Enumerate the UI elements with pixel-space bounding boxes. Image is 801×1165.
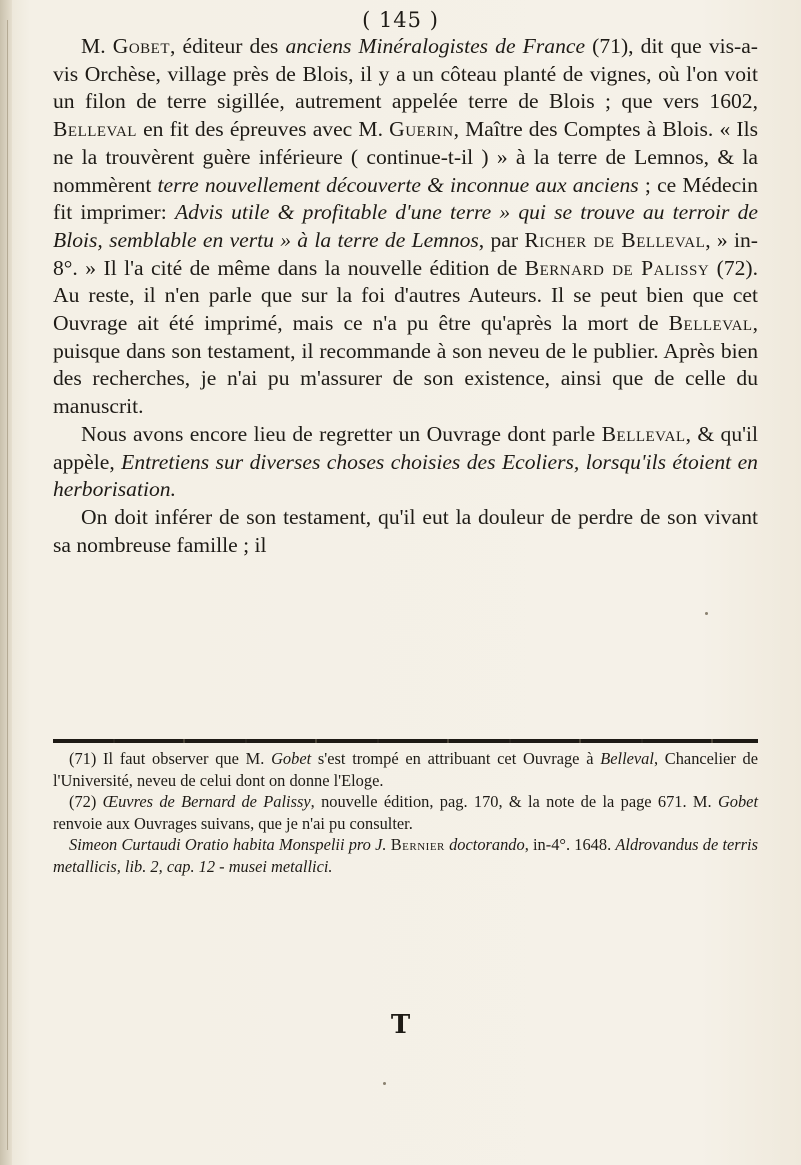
book-title: anciens Minéralogistes de France (285, 34, 586, 58)
text-run: , éditeur des (169, 34, 286, 58)
footnote-72 (53, 791, 758, 834)
text-run: s'est trompé en attribuant cet Ouvrage à (311, 749, 601, 768)
paragraph-3: On doit inférer de son testament, qu'il eut la douleur de perdre de son vivant sa nombreuse famille ; il (53, 504, 758, 557)
text-run: , & qu'il appèle, (53, 421, 759, 474)
text-run: (71), dit que vis-a-vis Orchèse, village près de Blois, il y a un côteau planté de vignes, où l'on voit un filon de terre sigillée, autrement appelée terre de Blois ; que vers 1602, (53, 34, 759, 114)
author-name: Belleval (53, 117, 137, 142)
footnotes (53, 748, 758, 877)
signature-mark: T (390, 1010, 411, 1040)
book-title: Simeon Curtaudi Oratio habita Monspelii pro J. (69, 835, 387, 854)
paragraph-1 (53, 33, 758, 421)
text-run: (72). Au reste, il n'en parle que sur la foi d'autres Auteurs. Il se peut bien que cet Ouvrage ait été imprimé, mais ce n'a pu être qu'après la mort de (53, 255, 758, 336)
page-number: ( 145 ) (362, 8, 439, 32)
author-name: Bernard de Palissy (524, 255, 710, 280)
author-name: Gobet (717, 792, 758, 811)
author-name: Belleval (668, 311, 753, 336)
book-title: Entretiens sur diverses choses choisies des Ecoliers, lorsqu'ils étoient en herborisation. (53, 449, 758, 502)
author-name: Gobet (271, 749, 312, 768)
text-run: , par (478, 227, 525, 252)
author-name: Belleval (600, 749, 654, 768)
author-name: Guerin (389, 117, 454, 142)
text-run: , puisque dans son testament, il recommande à son neveu de le publier. Après bien des recherches, je n'ai pu m'assurer de son existence, ainsi que de celle du manuscrit. (53, 311, 758, 419)
text-run: , » in-8°. » Il l'a cité de même dans la nouvelle édition de (53, 227, 758, 280)
italic-phrase: terre nouvellement découverte & inconnue aux anciens (157, 172, 639, 197)
text-run: renvoie aux Ouvrages suivans, que je n'ai pu consulter. (53, 813, 413, 833)
fold-line (7, 20, 8, 1150)
footnote-references (53, 834, 758, 877)
book-title: Aldrovandus de terris metallicis, lib. 2, cap. 12 - musei metallici. (53, 835, 758, 876)
author-name: Belleval (601, 421, 686, 446)
text-run: (72) (69, 792, 103, 811)
text-run: , in-4°. 1648. (524, 835, 616, 854)
paper-speck (705, 612, 708, 615)
paragraph-2 (53, 421, 758, 504)
book-title: Advis utile & profitable d'une terre » qui se trouve au terroir de Blois, semblable en vertu » à la terre de Lemnos (53, 200, 759, 252)
text-run: M. (81, 34, 113, 58)
author-name: Bernier (390, 835, 445, 854)
book-binding-edge (0, 0, 12, 1165)
text-run: , nouvelle édition, pag. 170, & la note de la page 671. M. (310, 792, 718, 811)
text-run: , Chancelier de l'Université, neveu de celui dont on donne l'Eloge. (53, 749, 758, 790)
text-run: (71) Il faut observer que M. (69, 749, 272, 768)
book-title: Œuvres de Bernard de Palissy (102, 792, 311, 811)
text-run: en fit des épreuves avec M. (136, 117, 390, 142)
main-text (53, 33, 758, 559)
text-run: , Maître des Comptes à Blois. « Ils ne la trouvèrent guère inférieure ( continue-t-il ) » à la terre de Lemnos, & la nommèrent (53, 117, 758, 197)
author-name: Richer de Belleval (524, 227, 706, 252)
text-run: Nous avons encore lieu de regretter un Ouvrage dont parle (81, 421, 602, 446)
footnote-71 (53, 748, 758, 791)
footnote-divider (53, 739, 758, 743)
paper-speck (383, 1082, 386, 1085)
author-name: Gobet (112, 34, 170, 58)
text-run: ; ce Médecin fit imprimer: (53, 172, 758, 225)
italic-word: doctorando (449, 835, 525, 854)
